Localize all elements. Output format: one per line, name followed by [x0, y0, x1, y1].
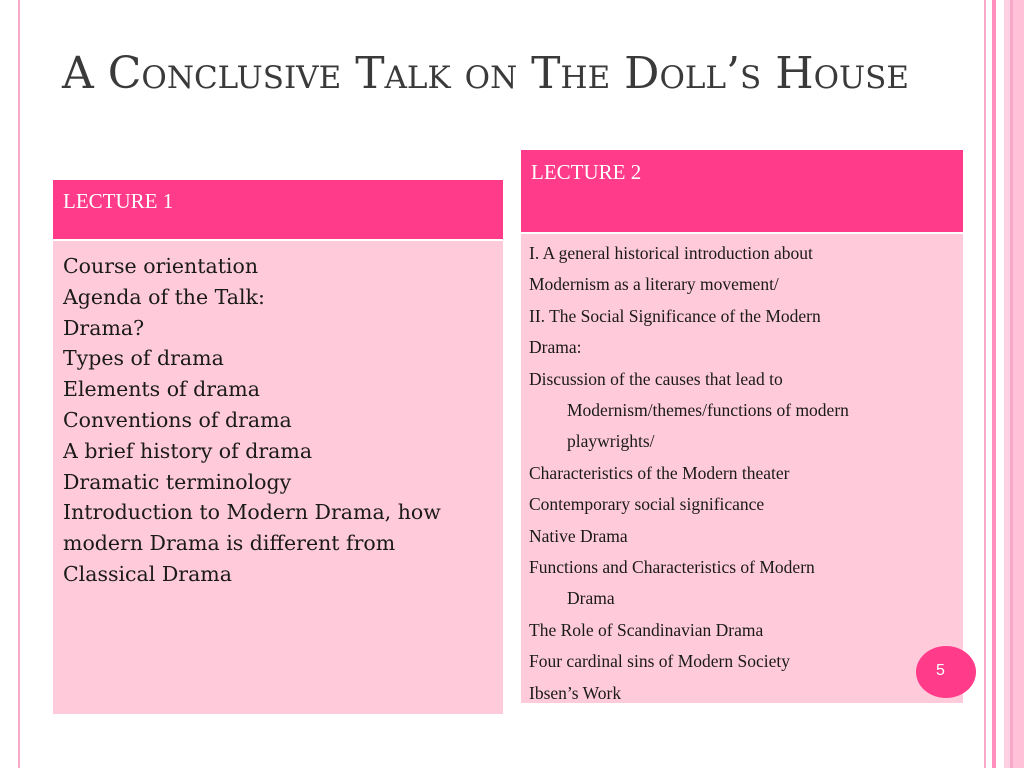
- list-item: I. A general historical introduction about: [529, 243, 813, 263]
- list-item: A brief history of drama: [63, 438, 313, 463]
- list-item: Contemporary social significance: [529, 494, 765, 515]
- right-stripes: [980, 0, 1024, 768]
- list-item: II. The Social Significance of the Modern: [529, 305, 821, 326]
- list-item: Classical Drama: [63, 561, 232, 586]
- slide-title: A Conclusive Talk on The Doll’s House: [62, 48, 910, 99]
- lecture-2-header: LECTURE 2: [521, 150, 963, 234]
- page-number: 5: [936, 662, 945, 679]
- list-item: Agenda of the Talk:: [63, 284, 265, 309]
- list-item: The Role of Scandinavian Drama: [529, 619, 764, 640]
- list-item: Conventions of drama: [63, 407, 292, 432]
- list-item: Types of drama: [63, 346, 224, 371]
- list-item: modern Drama is different from: [63, 531, 396, 556]
- list-item: Elements of drama: [63, 377, 260, 402]
- lecture-2-table: [520, 149, 964, 704]
- list-item: Introduction to Modern Drama, how: [63, 500, 441, 525]
- list-item: Discussion of the causes that lead to: [529, 368, 783, 389]
- list-item: Drama?: [63, 315, 145, 340]
- list-item: Characteristics of the Modern theater: [529, 462, 790, 483]
- lecture-1-header: LECTURE 1: [53, 180, 503, 241]
- list-item: Modernism/themes/functions of modern: [567, 400, 849, 421]
- list-item: Native Drama: [529, 525, 628, 546]
- left-border: [0, 0, 20, 768]
- list-item: Drama:: [529, 337, 582, 358]
- list-item: Drama: [567, 588, 615, 609]
- lecture-1-body: [53, 241, 503, 714]
- list-item: Dramatic terminology: [63, 469, 292, 494]
- page-number-badge: [916, 646, 976, 698]
- lecture-2-body: [521, 234, 963, 703]
- list-item: Course orientation: [63, 254, 259, 278]
- list-item: playwrights/: [567, 431, 655, 452]
- list-item: Functions and Characteristics of Modern: [529, 557, 815, 578]
- lecture-1-table: [52, 179, 504, 715]
- list-item: Modernism as a literary movement/: [529, 274, 779, 295]
- list-item: Ibsen’s Work: [529, 682, 622, 703]
- list-item: Four cardinal sins of Modern Society: [529, 651, 790, 672]
